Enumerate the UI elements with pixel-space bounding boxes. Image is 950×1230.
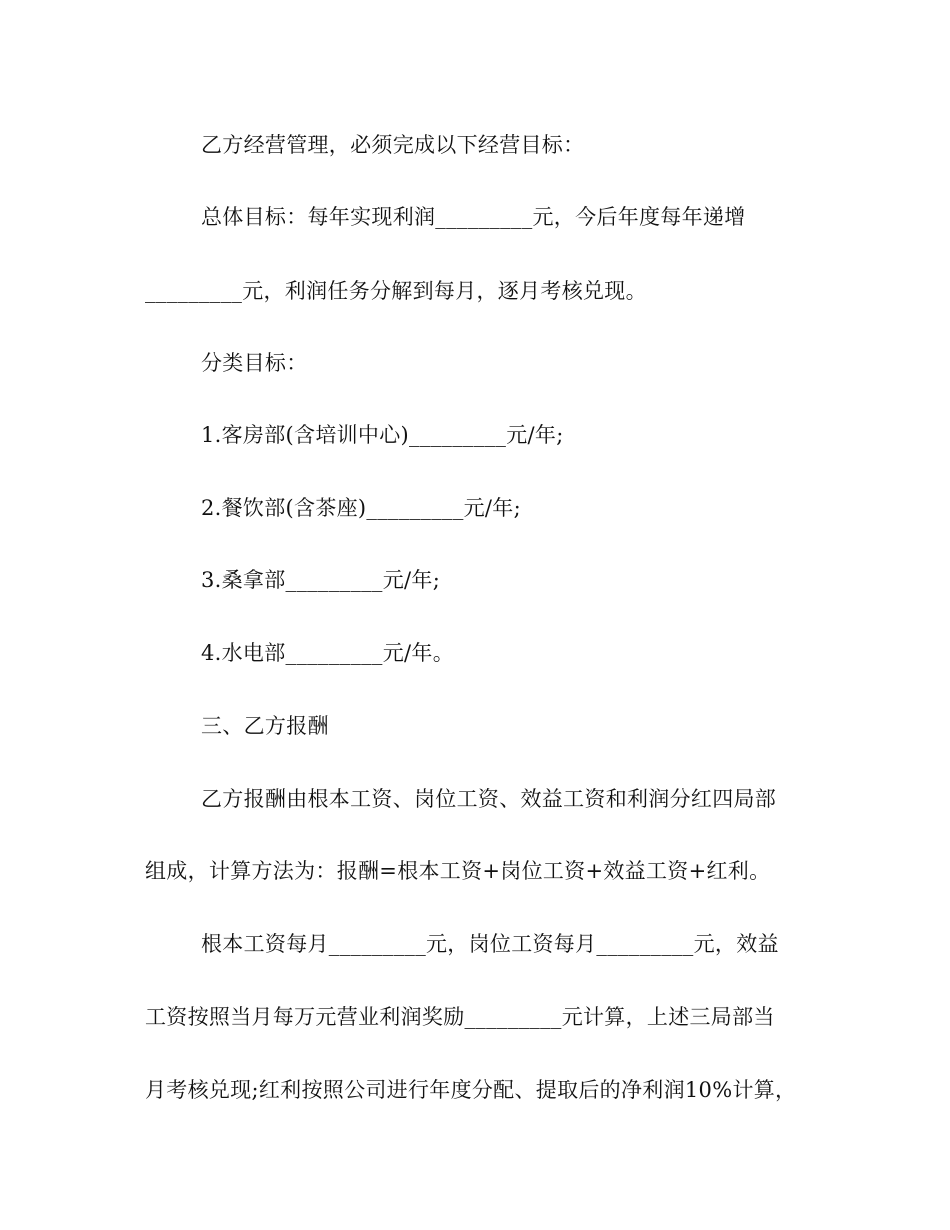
paragraph-line: 乙方报酬由根本工资、岗位工资、效益工资和利润分红四局部 <box>201 787 777 811</box>
paragraph-line: 总体目标：每年实现利润_________元，今后年度每年递增 <box>201 205 746 229</box>
list-item: 1.客房部(含培训中心)_________元/年; <box>201 423 564 447</box>
paragraph-line: 乙方经营管理，必须完成以下经营目标： <box>201 133 585 157</box>
paragraph-line: 根本工资每月_________元，岗位工资每月_________元，效益 <box>201 932 779 956</box>
paragraph-line: 月考核兑现;红利按照公司进行年度分配、提取后的净利润10%计算， <box>145 1078 797 1102</box>
list-item: 4.水电部_________元/年。 <box>201 641 455 665</box>
paragraph-line: _________元，利润任务分解到每月，逐月考核兑现。 <box>145 279 647 303</box>
paragraph-line: 工资按照当月每万元营业利润奖励_________元计算，上述三局部当 <box>145 1005 775 1029</box>
list-item: 2.餐饮部(含茶座)_________元/年; <box>201 496 521 520</box>
list-item: 3.桑拿部_________元/年; <box>201 568 441 592</box>
section-heading: 三、乙方报酬 <box>201 714 329 738</box>
paragraph-line: 组成，计算方法为：报酬=根本工资+岗位工资+效益工资+红利。 <box>145 859 771 883</box>
section-heading: 分类目标： <box>201 351 308 375</box>
